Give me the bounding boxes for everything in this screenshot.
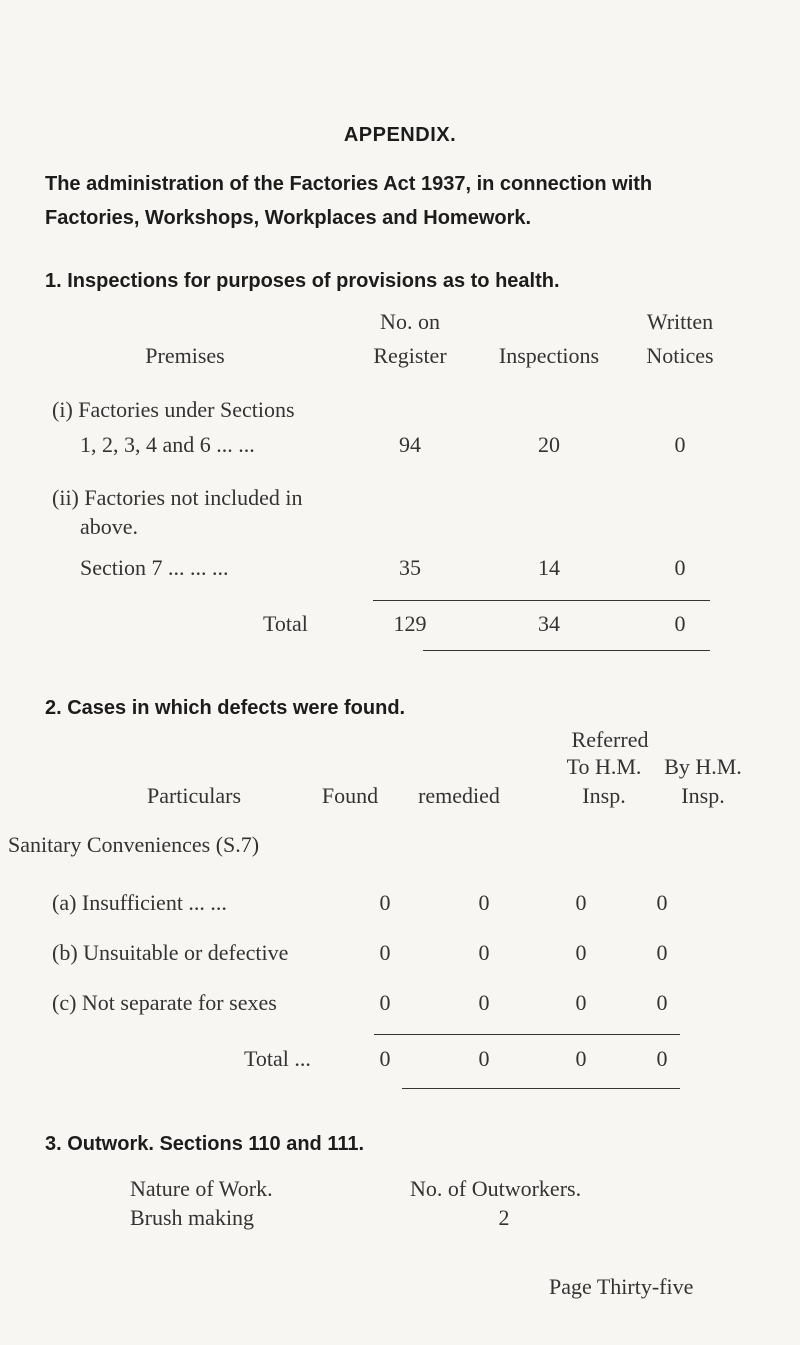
row-i-inspections: 20 bbox=[538, 432, 560, 457]
row-i-label-1: (i) Factories under Sections bbox=[52, 397, 295, 422]
row-ii-inspections: 14 bbox=[538, 555, 560, 580]
row-c-label: (c) Not separate for sexes bbox=[52, 990, 277, 1015]
row-b-remedied: 0 bbox=[478, 940, 490, 965]
col-found: Found bbox=[321, 783, 379, 808]
total-rule-top bbox=[373, 600, 710, 601]
total-inspections: 34 bbox=[538, 611, 560, 636]
col-written: Written bbox=[646, 309, 714, 334]
col-referred: Referred bbox=[571, 727, 649, 752]
section-2-heading: 2. Cases in which defects were found. bbox=[45, 697, 406, 719]
row-i-register: 94 bbox=[399, 432, 421, 457]
appendix-title: APPENDIX. bbox=[343, 124, 457, 146]
col-insp-to: Insp. bbox=[582, 783, 626, 808]
row-ii-register: 35 bbox=[399, 555, 421, 580]
row-c-remedied: 0 bbox=[478, 990, 490, 1015]
row-b-to-hm: 0 bbox=[575, 940, 587, 965]
row-a-found: 0 bbox=[379, 890, 391, 915]
section-3-heading: 3. Outwork. Sections 110 and 111. bbox=[45, 1133, 365, 1155]
s2-total-label: Total ... bbox=[244, 1046, 311, 1071]
col-insp-by: Insp. bbox=[681, 783, 725, 808]
row-b-label: (b) Unsuitable or defective bbox=[52, 940, 289, 965]
row-a-label: (a) Insufficient ... ... bbox=[52, 890, 227, 915]
s2-total-by-hm: 0 bbox=[656, 1046, 668, 1071]
s2-total-remedied: 0 bbox=[478, 1046, 490, 1071]
total-notices: 0 bbox=[674, 611, 686, 636]
total-rule-bottom bbox=[423, 650, 710, 651]
row-a-to-hm: 0 bbox=[575, 890, 587, 915]
s2-total-rule-top bbox=[374, 1034, 680, 1035]
row-ii-label-2: above. bbox=[80, 514, 139, 539]
outwork-row-nature: Brush making bbox=[130, 1205, 255, 1230]
col-no-on: No. on bbox=[380, 309, 440, 334]
sanitary-subheading: Sanitary Conveniences (S.7) bbox=[8, 832, 260, 857]
total-register: 129 bbox=[393, 611, 427, 636]
col-remedied: remedied bbox=[418, 783, 500, 808]
row-c-by-hm: 0 bbox=[656, 990, 668, 1015]
col-inspections: Inspections bbox=[498, 343, 600, 368]
col-no-of-outworkers: No. of Outworkers. bbox=[410, 1176, 582, 1201]
col-to-hm: To H.M. bbox=[566, 754, 642, 779]
row-ii-label-3: Section 7 ... ... ... bbox=[80, 555, 229, 580]
row-a-remedied: 0 bbox=[478, 890, 490, 915]
col-by-hm: By H.M. bbox=[664, 754, 742, 779]
s2-total-found: 0 bbox=[379, 1046, 391, 1071]
s2-total-rule-bottom bbox=[402, 1088, 680, 1089]
page-number: Page Thirty-five bbox=[549, 1274, 694, 1299]
row-i-label-2: 1, 2, 3, 4 and 6 ... ... bbox=[80, 432, 255, 457]
intro-line-1: The administration of the Factories Act 1937, in connection with bbox=[45, 173, 653, 195]
row-a-by-hm: 0 bbox=[656, 890, 668, 915]
row-ii-notices: 0 bbox=[674, 555, 686, 580]
intro-line-2: Factories, Workshops, Workplaces and Homework. bbox=[45, 207, 532, 229]
col-premises: Premises bbox=[145, 343, 225, 368]
row-c-found: 0 bbox=[379, 990, 391, 1015]
total-label: Total bbox=[263, 611, 308, 636]
col-notices: Notices bbox=[646, 343, 714, 368]
row-b-found: 0 bbox=[379, 940, 391, 965]
col-particulars: Particulars bbox=[146, 783, 242, 808]
s2-total-to-hm: 0 bbox=[575, 1046, 587, 1071]
col-register: Register bbox=[373, 343, 447, 368]
outwork-row-count: 2 bbox=[498, 1205, 510, 1230]
row-b-by-hm: 0 bbox=[656, 940, 668, 965]
section-1-heading: 1. Inspections for purposes of provisions as to health. bbox=[45, 270, 560, 292]
row-c-to-hm: 0 bbox=[575, 990, 587, 1015]
row-ii-label-1: (ii) Factories not included in bbox=[52, 485, 303, 510]
col-nature-of-work: Nature of Work. bbox=[130, 1176, 273, 1201]
row-i-notices: 0 bbox=[674, 432, 686, 457]
